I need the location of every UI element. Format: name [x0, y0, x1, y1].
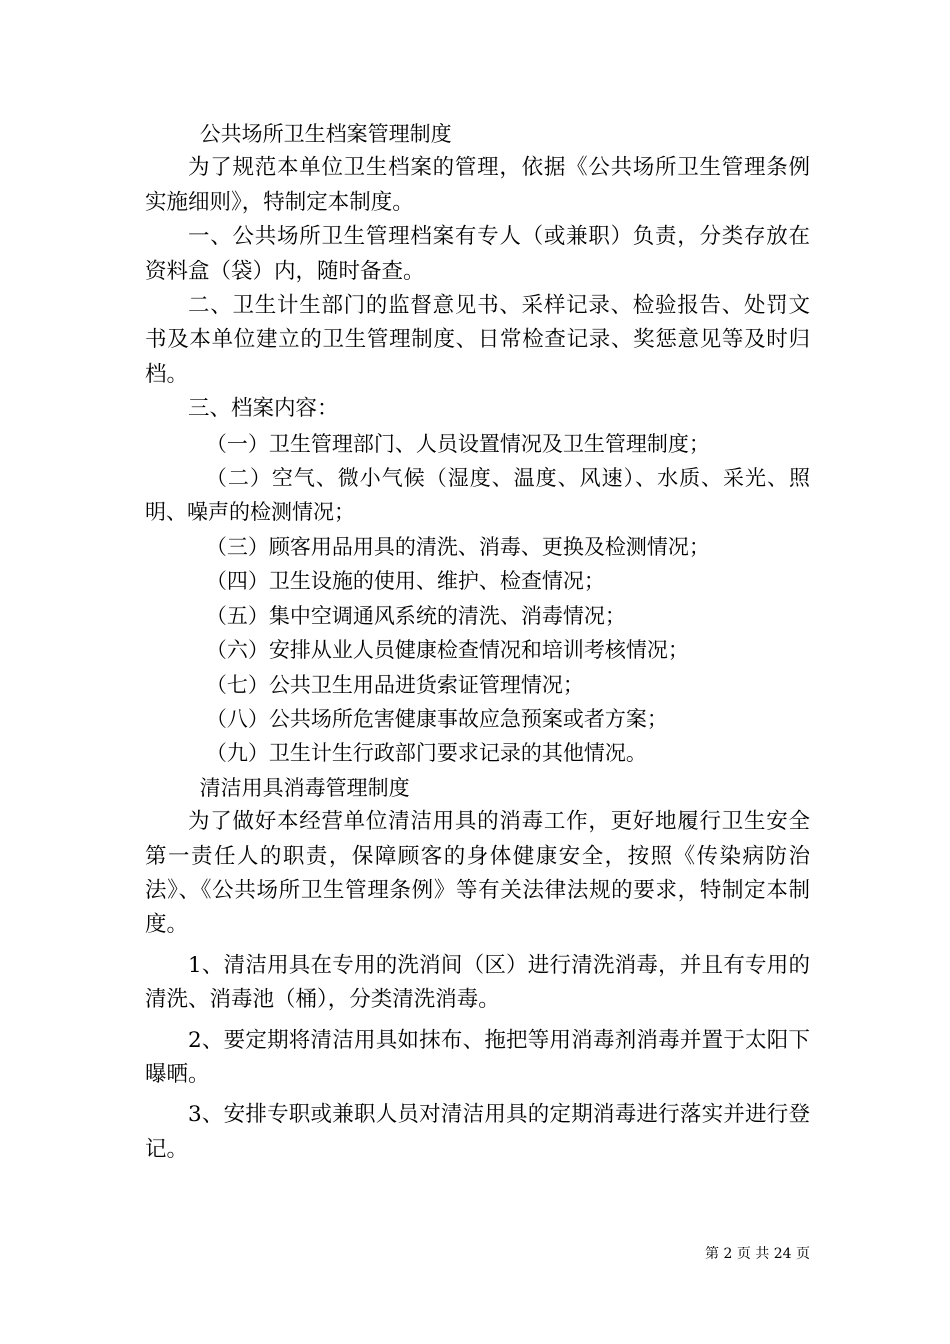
list-item: （七）公共卫生用品进货索证管理情况；: [205, 672, 584, 697]
document-body: [145, 117, 810, 1167]
paragraph: 为了做好本经营单位清洁用具的消毒工作，更好地履行卫生安全第一责任人的职责，保障顾客的身体健康安全，按照《传染病防治法》、《公共场所卫生管理条例》等有关法律法规的要求，特制定本制度。: [145, 809, 810, 938]
paragraph: 一、公共场所卫生管理档案有专人（或兼职）负责，分类存放在资料盒（袋）内，随时备查。: [145, 224, 810, 284]
list-item: （八）公共场所危害健康事故应急预案或者方案；: [205, 706, 668, 731]
list-item: （六）安排从业人员健康检查情况和培训考核情况；: [205, 638, 689, 663]
paragraph: 三、档案内容：: [188, 396, 339, 422]
list-item: （九）卫生计生行政部门要求记录的其他情况。: [205, 741, 647, 766]
page-number: 第 2 页 共 24 页: [705, 1246, 810, 1262]
paragraph: 2、要定期将清洁用具如抹布、拖把等用消毒剂消毒并置于太阳下曝晒。: [145, 1027, 810, 1087]
list-item: （三）顾客用品用具的清洗、消毒、更换及检测情况；: [205, 534, 710, 559]
paragraph: 3、安排专职或兼职人员对清洁用具的定期消毒进行落实并进行登记。: [145, 1102, 810, 1162]
paragraph: 为了规范本单位卫生档案的管理，依据《公共场所卫生管理条例实施细则》，特制定本制度。: [145, 155, 810, 215]
list-item: （二）空气、微小气候（湿度、温度、风速）、水质、采光、照明、噪声的检测情况；: [145, 466, 810, 525]
paragraph: 1、清洁用具在专用的洗消间（区）进行清洗消毒，并且有专用的清洗、消毒池（桶），分类清洗消毒。: [145, 952, 810, 1013]
list-item: （五）集中空调通风系统的清洗、消毒情况；: [205, 603, 626, 628]
section-title-cleaning-tools: 清洁用具消毒管理制度: [199, 775, 410, 800]
list-item: （四）卫生设施的使用、维护、检查情况；: [205, 569, 605, 594]
section-title-hygiene-archive: 公共场所卫生档案管理制度: [199, 122, 452, 146]
paragraph: 二、卫生计生部门的监督意见书、采样记录、检验报告、处罚文书及本单位建立的卫生管理制度、日常检查记录、奖惩意见等及时归档。: [145, 293, 810, 387]
list-item: （一）卫生管理部门、人员设置情况及卫生管理制度；: [205, 431, 710, 456]
